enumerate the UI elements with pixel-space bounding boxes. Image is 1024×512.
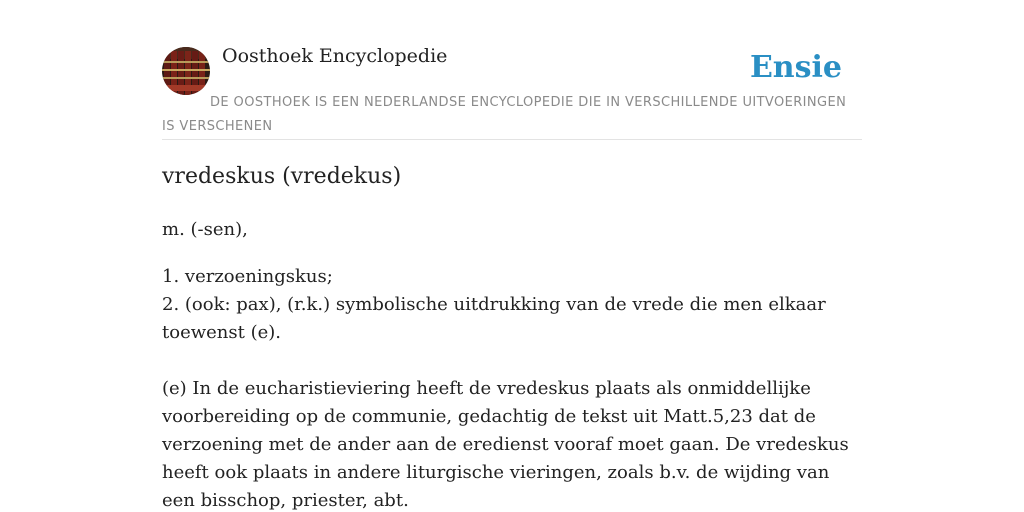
grammar-info: m. (-sen), (162, 219, 248, 240)
brand-logo[interactable]: Ensie (749, 50, 842, 85)
definition-item: 1. verzoeningskus; (162, 266, 333, 287)
book-spines-icon (162, 47, 210, 95)
entry-content (162, 216, 862, 512)
entry-title: vredeskus (vredekus) (162, 164, 402, 189)
header-divider (162, 139, 862, 140)
encyclopedia-avatar[interactable] (162, 47, 210, 95)
definition-item: 2. (ook: pax), (r.k.) symbolische uitdrukking van de vrede die men elkaar toewenst (e). (162, 294, 826, 343)
definition-list (162, 263, 862, 347)
site-tagline: DE OOSTHOEK IS EEN NEDERLANDSE ENCYCLOPEDIE DIE IN VERSCHILLENDE UITVOERINGEN IS VERSCHENEN (162, 95, 847, 134)
entry-note: (e) In de eucharistieviering heeft de vredeskus plaats als onmiddellijke voorbereiding op de communie, gedachtig de tekst uit Matt.5,23 dat de verzoening met de ander aan de eredienst vooraf moet gaan. De vredeskus heeft ook plaats in andere liturgische vieringen, zoals b.v. de wijding van een bisschop, priester, abt. (162, 378, 849, 511)
site-title[interactable]: Oosthoek Encyclopedie (222, 45, 448, 67)
